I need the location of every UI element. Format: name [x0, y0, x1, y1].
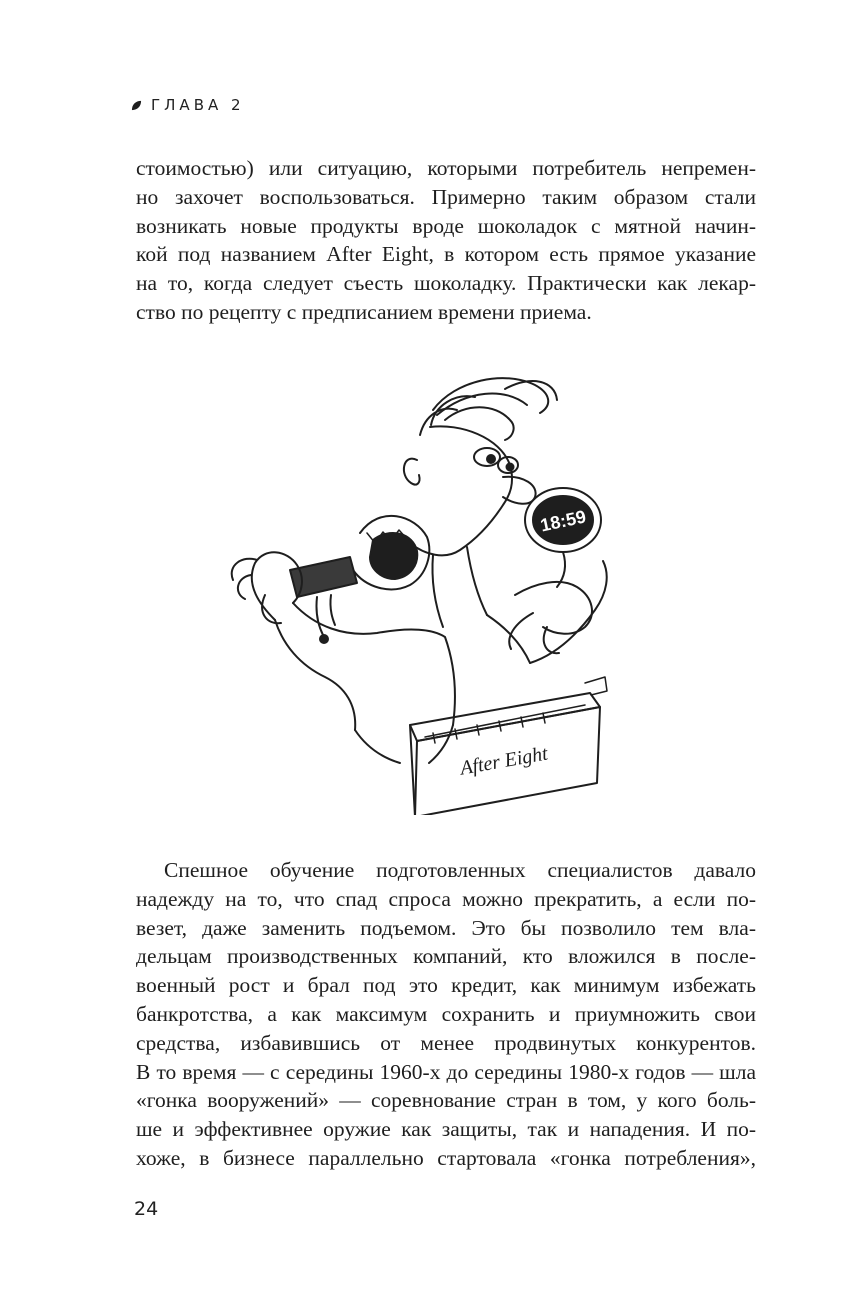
- chocolate-box: [410, 677, 607, 815]
- text-line: надежду на то, что спад спроса можно прекратить, а если по-: [136, 886, 756, 911]
- left-hand: [232, 552, 302, 623]
- text-line: средства, избавившись от менее продвинутых конкурентов.: [136, 1030, 756, 1055]
- text-line: Спешное обучение подготовленных специалистов давало: [164, 858, 756, 882]
- page-number: 24: [134, 1198, 159, 1220]
- text-line: стоимостью) или ситуацию, которыми потребитель непремен-: [136, 156, 756, 180]
- text-line: ство по рецепту с предписанием времени приема.: [136, 299, 592, 324]
- text-line: кой под названием After Eight, в котором есть прямое указание: [136, 242, 756, 267]
- leaf-bullet-icon: [131, 100, 142, 111]
- text-line: В то время — с середины 1960-х до середины 1980-х годов — шла: [136, 1059, 756, 1084]
- text-line: военный рост и брал под это кредит, как минимум избежать: [136, 973, 756, 998]
- text-line: «гонка вооружений» — соревнование стран в том, у кого боль-: [136, 1088, 756, 1113]
- text-line: везет, даже заменить подъемом. Это бы позволило тем вла-: [136, 915, 756, 940]
- shirt-outline: [293, 603, 455, 725]
- text-line: возникать новые продукты вроде шоколадок с мятной начин-: [136, 213, 756, 238]
- text-line: хоже, в бизнесе параллельно стартовала «гонка потребления»,: [136, 1145, 756, 1170]
- text-line: ше и эффективнее оружие как защиты, так и нападения. И по-: [136, 1117, 756, 1142]
- running-header: [131, 96, 245, 114]
- chapter-title: ГЛАВА 2: [151, 96, 245, 114]
- paragraph-1: [136, 154, 756, 327]
- right-hand: [509, 582, 592, 653]
- box-label: After Eight: [458, 742, 550, 780]
- hair-strokes: [420, 378, 557, 440]
- cartoon-illustration: [205, 365, 645, 815]
- nose-outline: [503, 477, 536, 504]
- text-line: дельцам производственных компаний, кто вложился в после-: [136, 944, 756, 969]
- clock-label: 18:59: [538, 506, 588, 536]
- text-line: банкротства, а как максимум сохранить и приумножить свои: [136, 1001, 756, 1026]
- text-line: но захочет воспользоваться. Примерно таким образом стали: [136, 184, 756, 209]
- paragraph-2: [136, 856, 756, 1173]
- text-line: на то, когда следует съесть шоколадку. Практически как лекар-: [136, 271, 756, 296]
